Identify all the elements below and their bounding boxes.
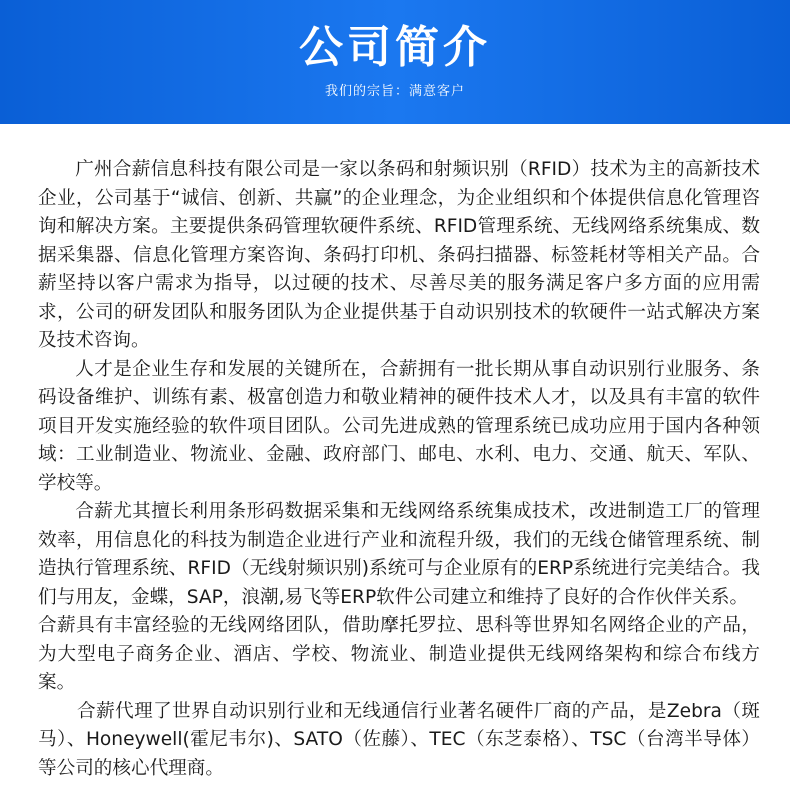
header-banner [0,0,790,124]
paragraph-company-overview: 广州合薪信息科技有限公司是一家以条码和射频识别（RFID）技术为主的高新技术企业，公司基于“诚信、创新、共赢”的企业理念，为企业组织和个体提供信息化管理咨询和解决方案。主要提供条码管理软硬件系统、RFID管理系统、无线网络系统集成、数据采集器、信息化管理方案咨询、条码打印机、条码扫描器、标签耗材等相关产品。合薪坚持以客户需求为指导，以过硬的技术、尽善尽美的服务满足客户多方面的应用需求，公司的研发团队和服务团队为企业提供基于自动识别技术的软硬件一站式解决方案及技术咨询。 [38,159,760,351]
company-intro-body [0,124,790,783]
paragraph-expertise: 合薪尤其擅长利用条形码数据采集和无线网络系统集成技术，改进制造工厂的管理效率，用信息化的科技为制造企业进行产业和流程升级，我们的无线仓储管理系统、制造执行管理系统、RFID（无线射频识别)系统可与企业原有的ERP系统进行完美结合。我们与用友，金蝶，SAP，浪潮,易飞等ERP软件公司建立和维持了良好的合作伙伴关系。 [38,501,760,608]
page-subtitle: 我们的宗旨：满意客户 [324,84,465,99]
paragraph-agency: 合薪代理了世界自动识别行业和无线通信行业著名硬件厂商的产品，是Zebra（斑马）、Honeywell(霍尼韦尔)、SATO（佐藤）、TEC（东芝泰格）、TSC（台湾半导体）等公司的核心代理商。 [38,700,760,779]
page-title: 公司简介 [299,22,491,73]
paragraph-wireless-team: 合薪具有丰富经验的无线网络团队，借助摩托罗拉、思科等世界知名网络企业的产品，为大型电子商务企业、酒店、学校、物流业、制造业提供无线网络架构和综合布线方案。 [38,615,760,693]
paragraph-talent: 人才是企业生存和发展的关键所在，合薪拥有一批长期从事自动识别行业服务、条码设备维护、训练有素、极富创造力和敬业精神的硬件技术人才，以及具有丰富的软件项目开发实施经验的软件项目团队。公司先进成熟的管理系统已成功应用于国内各种领域：工业制造业、物流业、金融、政府部门、邮电、水利、电力、交通、航天、军队、学校等。 [38,358,760,494]
